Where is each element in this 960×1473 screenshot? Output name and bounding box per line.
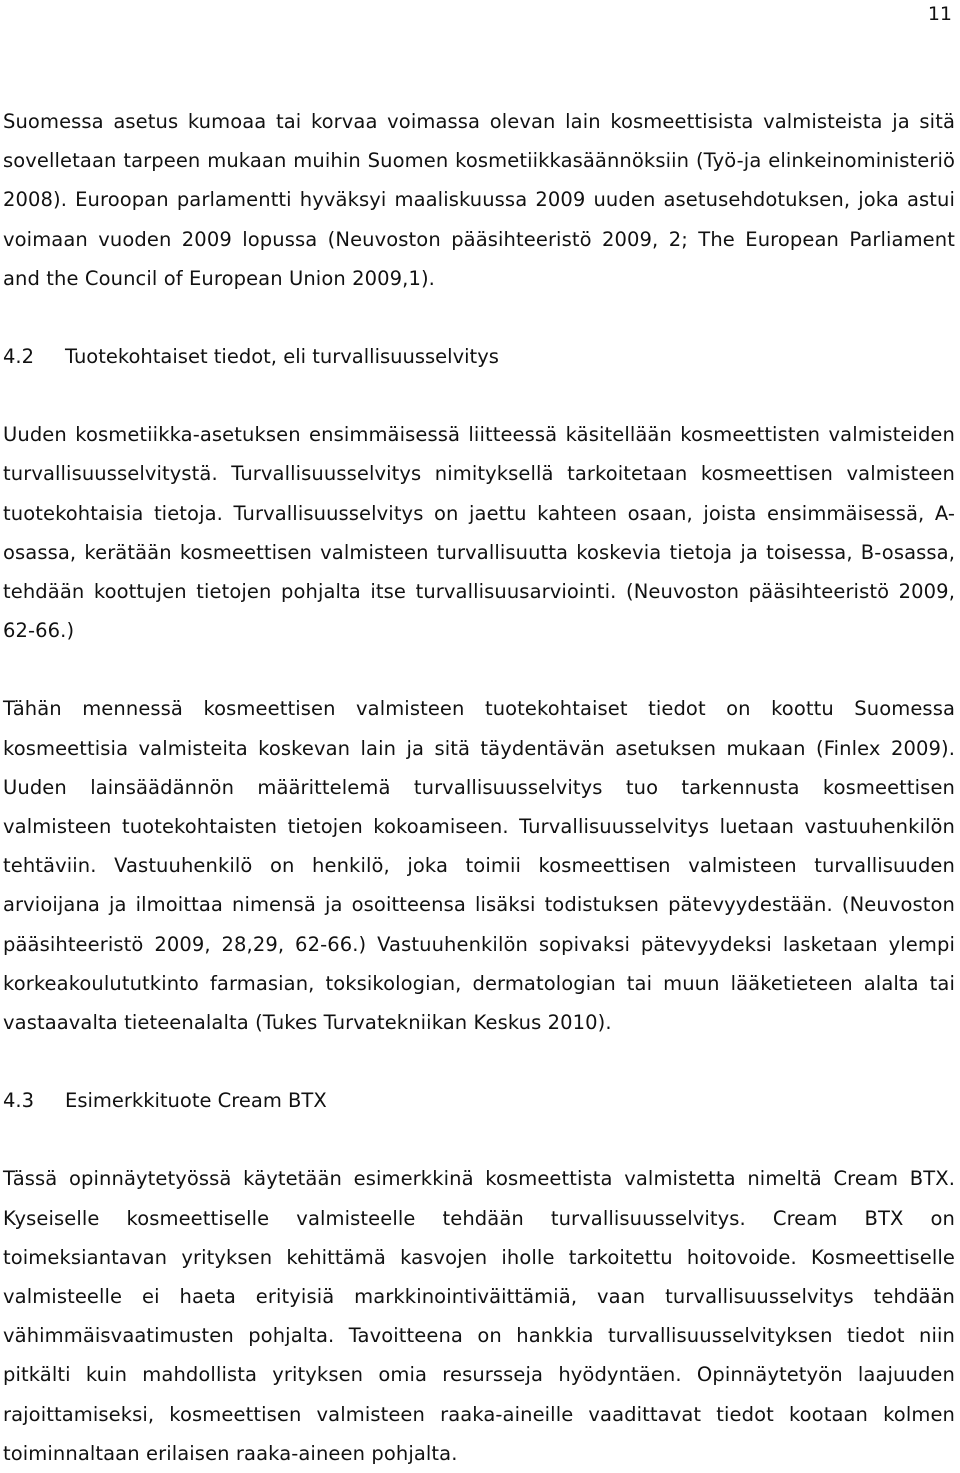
paragraph-responsible-person: Tähän mennessä kosmeettisen valmisteen tuotekohtaiset tiedot on koottu Suomessa kosmeettisia valmisteita koskevan lain ja sitä täydentävän asetuksen mukaan (Finlex 2009). Uuden lainsäädännön määrittelemä turvallisuusselvitys tuo tarkennusta kosmeettisen valmisteen tuotekohtaisten tietojen kokoamiseen. Turvallisuusselvitys luetaan vastuuhenkilön tehtäviin. Vastuuhenkilö on henkilö, joka toimii kosmeettisen valmisteen turvallisuuden arvioijana ja ilmoittaa nimensä ja osoitteensa lisäksi todistuksen pätevyydestään. (Neuvoston pääsihteeristö 2009, 28,29, 62-66.) Vastuuhenkilön sopivaksi pätevyydeksi lasketaan ylempi korkeakoulututkinto farmasian, toksikologian, dermatologian tai muun lääketieteen alalta tai vastaavalta tieteenalalta (Tukes Turvatekniikan Keskus 2010). bbox=[3, 697, 955, 1035]
section-title: Esimerkkituote Cream BTX bbox=[65, 1089, 327, 1113]
section-number: 4.3 bbox=[3, 1089, 35, 1113]
section-title: Tuotekohtaiset tiedot, eli turvallisuusselvitys bbox=[65, 345, 499, 369]
paragraph-cosmetics-regulation: Suomessa asetus kumoaa tai korvaa voimassa olevan lain kosmeettisista valmisteista ja sitä sovelletaan tarpeen mukaan muihin Suomen kosmetiikkasäännöksiin (Työ-ja elinkeinoministeriö 2008). Euroopan parlamentti hyväksyi maaliskuussa 2009 uuden asetusehdotuksen, joka astui voimaan vuoden 2009 lopussa (Neuvoston pääsihteeristö 2009, 2; The European Parliament and the Council of European Union 2009,1). bbox=[3, 110, 955, 290]
section-number: 4.2 bbox=[3, 345, 35, 369]
section-heading-4-3 bbox=[3, 1081, 955, 1120]
paragraph-safety-report: Uuden kosmetiikka-asetuksen ensimmäisessä liitteessä käsitellään kosmeettisten valmisteiden turvallisuusselvitystä. Turvallisuusselvitys nimityksellä tarkoitetaan kosmeettisen valmisteen tuotekohtaisia tietoja. Turvallisuusselvitys on jaettu kahteen osaan, joista ensimmäisessä, A-osassa, kerätään kosmeettisen valmisteen turvallisuutta koskevia tietoja ja toisessa, B-osassa, tehdään koottujen tietojen pohjalta itse turvallisuusarviointi. (Neuvoston pääsihteeristö 2009, 62-66.) bbox=[3, 423, 955, 643]
document-body bbox=[3, 102, 955, 1473]
spacer bbox=[3, 1120, 955, 1159]
spacer bbox=[3, 298, 955, 337]
page-number: 11 bbox=[927, 3, 952, 25]
spacer bbox=[3, 376, 955, 415]
spacer bbox=[3, 1042, 955, 1081]
spacer bbox=[3, 650, 955, 689]
section-heading-4-2 bbox=[3, 337, 955, 376]
paragraph-example-product: Tässä opinnäytetyössä käytetään esimerkkinä kosmeettista valmistetta nimeltä Cream BTX. Kyseiselle kosmeettiselle valmisteelle tehdään turvallisuusselvitys. Cream BTX on toimeksiantavan yrityksen kehittämä kasvojen iholle tarkoitettu hoitovoide. Kosmeettiselle valmisteelle ei haeta erityisiä markkinointiväittämiä, vaan turvallisuusselvitys tehdään vähimmäisvaatimusten pohjalta. Tavoitteena on hankkia turvallisuusselvityksen tiedot niin pitkälti kuin mahdollista yrityksen omia resursseja hyödyntäen. Opinnäytetyön laajuuden rajoittamiseksi, kosmeettisen valmisteen raaka-aineille vaadittavat tiedot kootaan kolmen toiminnaltaan erilaisen raaka-aineen pohjalta. bbox=[3, 1167, 955, 1465]
